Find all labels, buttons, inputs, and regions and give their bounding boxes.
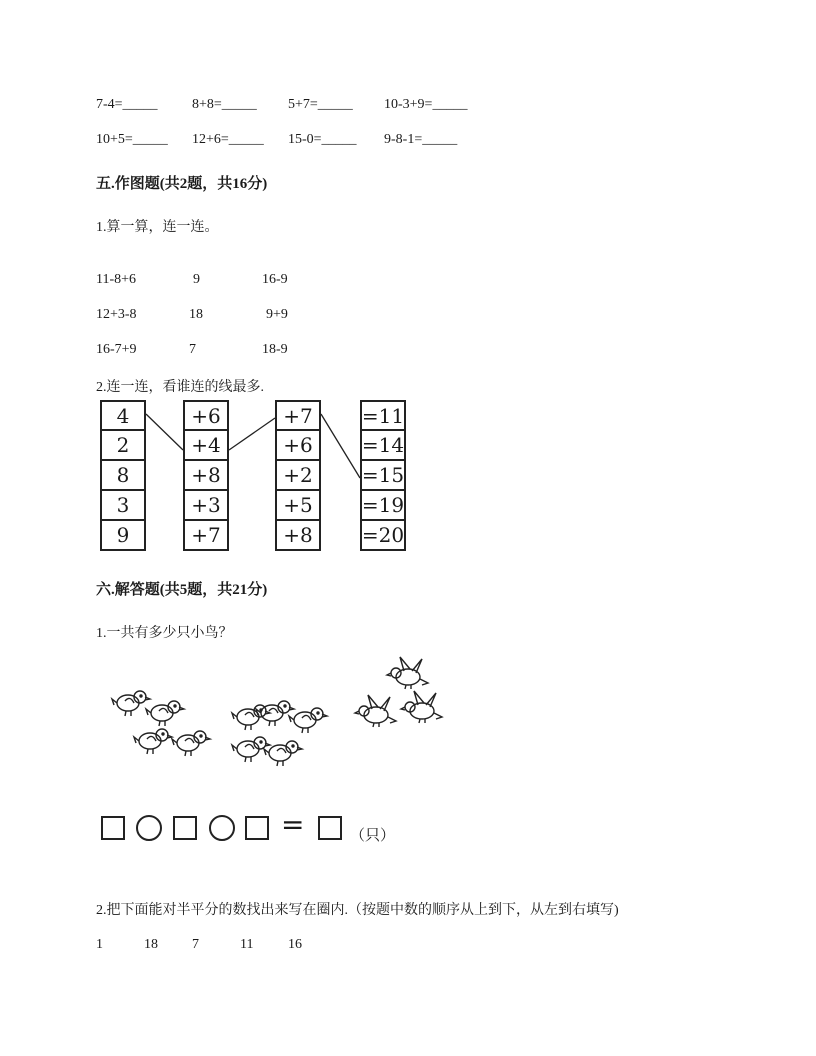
section5-heading: 五.作图题(共2题，共16分) <box>96 176 268 192</box>
col3-cell: +7 <box>275 400 321 431</box>
col3-cell: +2 <box>275 459 321 491</box>
arith-1-2: 8+8=_____ <box>192 97 257 112</box>
s5-q1-prompt: 1.算一算，连一连。 <box>96 220 219 235</box>
operator-circle[interactable] <box>209 815 235 841</box>
col2-cell: +3 <box>183 489 229 521</box>
col4-cell: =15 <box>360 459 406 491</box>
s5-q2-prompt: 2.连一连，看谁连的线最多. <box>96 380 264 395</box>
col1-cell: 4 <box>100 400 146 431</box>
s5-q1-r3-num: 7 <box>189 342 196 357</box>
s5-q1-r1-expr: 11-8+6 <box>96 272 137 287</box>
s6-q1-prompt: 1.一共有多少只小鸟？ <box>96 626 233 641</box>
number-item: 11 <box>240 937 254 952</box>
col2-cell: +6 <box>183 400 229 431</box>
arith-2-1: 10+5=_____ <box>96 132 168 147</box>
s6-q2-prompt: 2.把下面能对半平分的数找出来写在圈内.（按题中数的顺序从上到下，从左到右填写) <box>96 903 619 918</box>
section6-heading: 六.解答题(共5题，共21分) <box>96 582 268 598</box>
answer-box[interactable] <box>245 816 269 840</box>
col4-cell: =19 <box>360 489 406 521</box>
arith-1-1: 7-4=_____ <box>96 97 158 112</box>
number-item: 18 <box>144 937 158 952</box>
arith-1-4: 10-3+9=_____ <box>384 97 468 112</box>
col4-cell: =11 <box>360 400 406 431</box>
operator-circle[interactable] <box>136 815 162 841</box>
col2-cell: +7 <box>183 519 229 551</box>
arith-1-3: 5+7=_____ <box>288 97 353 112</box>
s5-q1-r3-right: 18-9 <box>262 342 288 357</box>
arith-2-4: 9-8-1=_____ <box>384 132 458 147</box>
s5-q1-r2-expr: 12+3-8 <box>96 307 137 322</box>
birds-illustration <box>100 655 460 775</box>
col3-cell: +8 <box>275 519 321 551</box>
col3-cell: +5 <box>275 489 321 521</box>
arith-2-2: 12+6=_____ <box>192 132 264 147</box>
answer-box[interactable] <box>318 816 342 840</box>
col2-cell: +8 <box>183 459 229 491</box>
answer-box[interactable] <box>173 816 197 840</box>
number-item: 7 <box>192 937 199 952</box>
col1-cell: 3 <box>100 489 146 521</box>
number-item: 1 <box>96 937 103 952</box>
col1-cell: 8 <box>100 459 146 491</box>
s5-q1-r3-expr: 16-7+9 <box>96 342 137 357</box>
unit-label: （只） <box>350 828 396 844</box>
col2-cell: +4 <box>183 429 229 461</box>
col1-cell: 2 <box>100 429 146 461</box>
s5-q1-r2-num: 18 <box>189 307 203 322</box>
col3-cell: +6 <box>275 429 321 461</box>
equals-sign: = <box>281 808 305 841</box>
s5-q1-r1-right: 16-9 <box>262 272 288 287</box>
col1-cell: 9 <box>100 519 146 551</box>
col4-cell: =14 <box>360 429 406 461</box>
number-item: 16 <box>288 937 302 952</box>
arith-2-3: 15-0=_____ <box>288 132 357 147</box>
s5-q1-r1-num: 9 <box>193 272 200 287</box>
col4-cell: =20 <box>360 519 406 551</box>
answer-box[interactable] <box>101 816 125 840</box>
s5-q1-r2-right: 9+9 <box>266 307 288 322</box>
